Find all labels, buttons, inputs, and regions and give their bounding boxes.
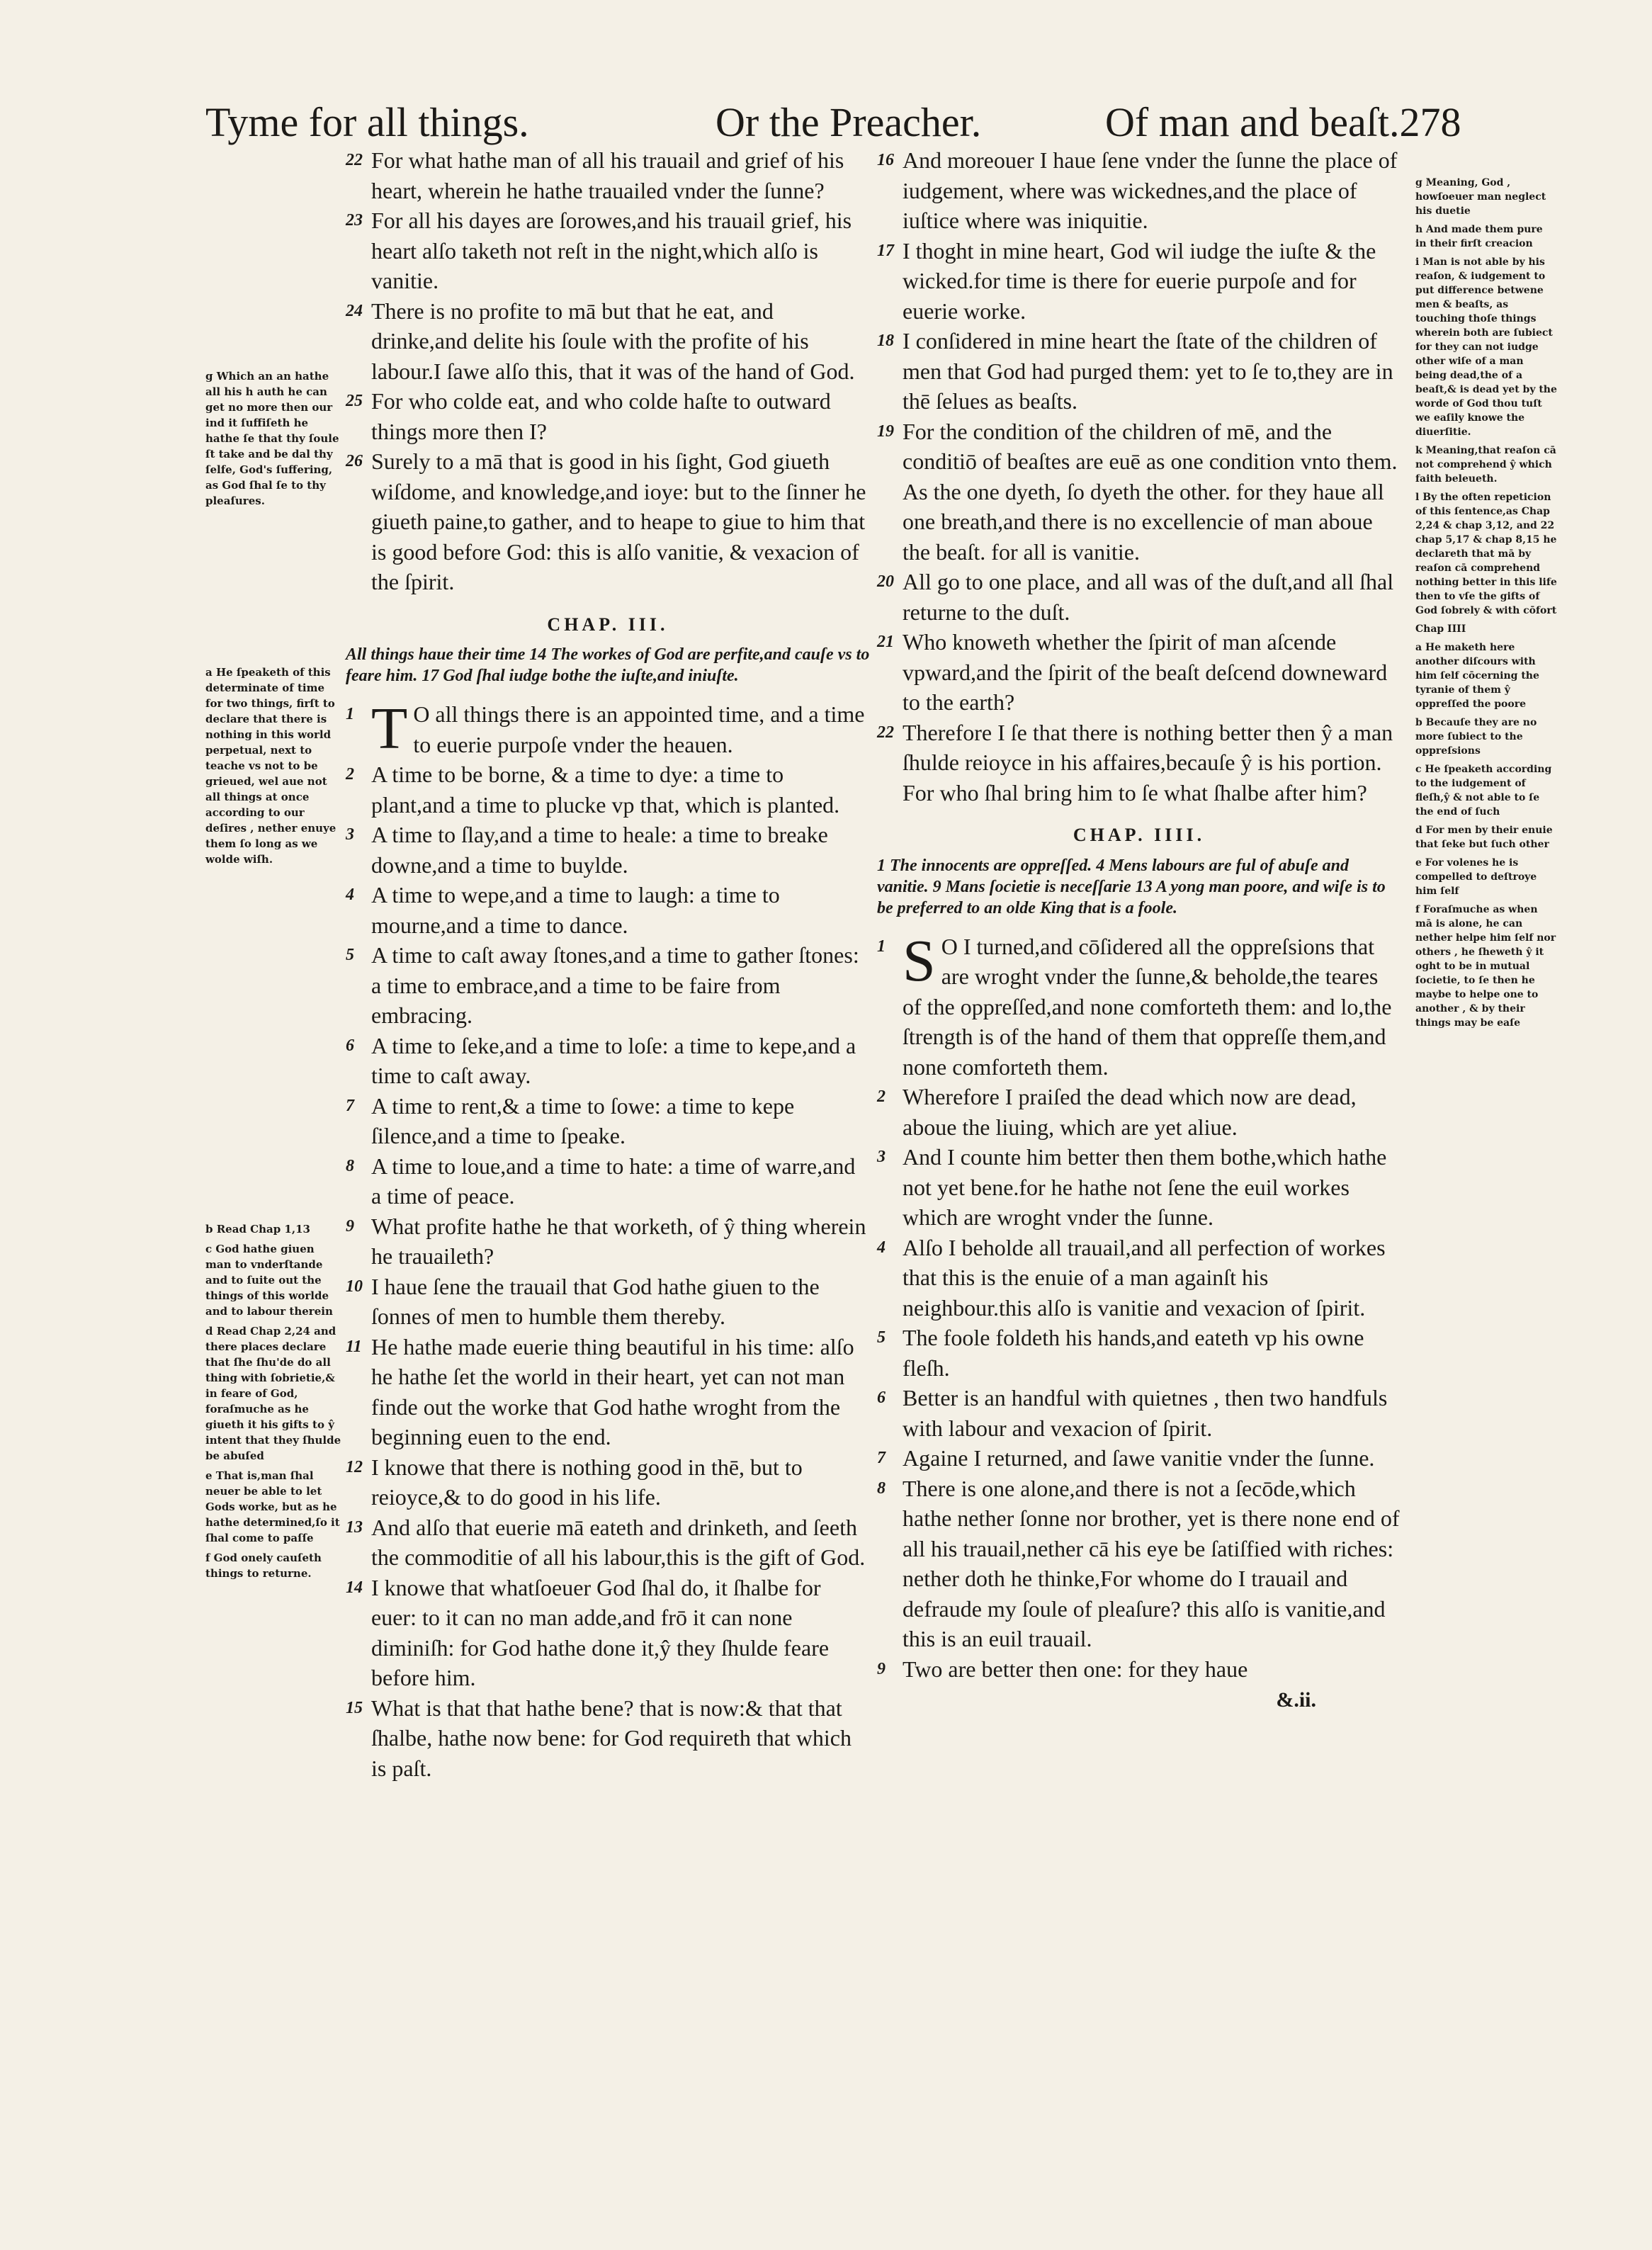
verse-number: 11	[346, 1337, 362, 1356]
verse-text: Surely to a mā that is good in his ſight, God giueth wiſdome, and knowledge,and ioye: but to the ſinner he giueth paine,to gather, and to heape to giue to him that is good before God: this is alſo vanitie, & vexacion of the ſpirit.	[371, 448, 872, 594]
verse-text: All go to one place, and all was of the duſt,and all ſhal returne to the duſt.	[903, 569, 1400, 625]
verse-text: Better is an handful with quietnes , then two handfuls with labour and vexacion of ſpirit.	[903, 1385, 1393, 1441]
chapter-heading: CHAP. IIII.	[1073, 825, 1206, 845]
verse-text: Who knoweth whether the ſpirit of man aſcende vpward,and the ſpirit of the beaſt deſcend downeward to the earth?	[903, 629, 1393, 715]
verse-text: Againe I returned, and ſawe vanitie vnder the ſunne.	[903, 1445, 1375, 1471]
margin-note: d Read Chap 2,24 and there places declare that ſhe ſhu'de do all thing with ſobrietie,& in feare of God, foraſmuche as he giueth it his gifts to ŷ intent that they ſhulde be abuſed	[205, 1325, 345, 1462]
chapter-heading: CHAP. III.	[547, 614, 669, 635]
verse-number: 1	[877, 937, 886, 956]
right-margin-notes	[1415, 176, 1561, 1034]
verse-number: 15	[346, 1698, 363, 1717]
chapter-argument: All things haue their time 14 The workes of God are perfite,and cauſe vs to feare him. 17 God ſhal iudge bothe the iuſte,and iniuſte.	[346, 645, 874, 685]
verse-text: And I counte him better then them bothe,which hathe not yet bene.for he hathe not ſene the euil workes which are wroght vnder the ſunne.	[903, 1144, 1393, 1230]
verse-text: A time to ſeke,and a time to loſe: a time to kepe,and a time to caſt away.	[371, 1032, 862, 1088]
verse-number: 4	[346, 886, 354, 904]
verse-text: I conſidered in mine heart the ſtate of the children of men that God had purged them: yet to ſe to,they are in thē ſelues as beaſts.	[903, 328, 1399, 414]
verse-number: 8	[346, 1156, 354, 1175]
running-head-center: Or the Preacher.	[715, 99, 982, 145]
verse-text: I knowe that there is nothing good in thē, but to reioyce,& to do good in his life.	[371, 1454, 808, 1510]
verse	[346, 940, 870, 1031]
margin-note: l By the often repeticion of this ſentence,as Chap 2,24 & chap 3,12, and 22 chap 5,17 & chap 8,15 he declareth that mā by reaſon cā comprehend nothing better in this life then to vſe the gifts of God ſobrely & with cōfort	[1415, 492, 1561, 616]
verse-text: For who colde eat, and who colde haſte to outward things more then I?	[371, 388, 837, 444]
margin-note: e That is,man ſhal neuer be able to let Gods worke, but as he hathe determined,ſo it ſhal come to paſſe	[205, 1469, 344, 1544]
margin-note: k Meaning,that reaſon cā not comprehend ŷ which faith beleueth.	[1415, 445, 1560, 485]
verse-number: 26	[346, 452, 363, 470]
verse-text: The foole foldeth his hands,and eateth vp his owne fleſh.	[903, 1325, 1370, 1381]
margin-note: e For volenes he is compelled to deſtroye him ſelf	[1415, 857, 1541, 897]
verse-number: 13	[346, 1517, 363, 1537]
verse	[346, 1272, 870, 1332]
drop-cap: S	[903, 927, 936, 994]
verse	[877, 1474, 1405, 1654]
margin-note: i Man is not able by his reaſon, & iudgement to put difference betwene men & beaſts, as touching thoſe things wherein both are ſubiect for they can not iudge other wiſe of a man being dead,the of a beaſt,& is dead yet by the worde of God thou tuſt we eaſily knowe the diuerſitie.	[1415, 256, 1561, 438]
verse-number: 9	[346, 1216, 354, 1236]
verse-number: 21	[877, 633, 894, 651]
verse	[877, 417, 1401, 567]
verse	[346, 820, 870, 880]
margin-note: g Which an an hathe all his h auth he can get no more then our ind it ſuffiſeth he hathe ſe that thy ſoule ſt take and be dal thy ſelfe, God's ſuffering, as God ſhal ſe to thy pleaſures.	[205, 370, 343, 507]
verse	[346, 1091, 870, 1151]
verse-number: 6	[346, 1036, 354, 1055]
verse-number: 22	[877, 723, 894, 742]
margin-note: f God onely cauſeth things to returne.	[205, 1551, 326, 1580]
verse-text: A time to be borne, & a time to dye: a time to plant,and a time to plucke vp that, which is planted.	[371, 762, 840, 818]
verse-text: A time to caſt away ſtones,and a time to gather ſtones: a time to embrace,and a time to be faire from embracing.	[371, 942, 865, 1028]
verse-number: 24	[346, 301, 363, 320]
verse-number: 10	[346, 1277, 363, 1296]
verse-number: 23	[346, 211, 363, 230]
verse	[346, 1031, 870, 1091]
verse-number: 6	[877, 1389, 886, 1407]
verse	[346, 1573, 870, 1693]
verse-text: For all his dayes are ſorowes,and his trauail grief, his heart alſo taketh not reſt in the night,which alſo is vanitie.	[371, 208, 858, 293]
verse-number: 19	[877, 422, 894, 441]
verse	[877, 1233, 1401, 1323]
verse-text: For the condition of the children of mē, and the conditiō of beaſtes are euē as one condition vnto them. As the one dyeth, ſo dyeth the other. for they haue all one breath,and there is no excellencie of man aboue the beaſt. for all is vanitie.	[903, 418, 1402, 565]
margin-note: h And made them pure in their firſt creacion	[1415, 224, 1546, 249]
verse-text: There is one alone,and there is not a ſecōde,which hathe nether ſonne nor brother, yet is there none end of all his trauail,nether cā his eye be ſatiſfied with riches: nether doth he thinke,For whome do I trauail and defraude my ſoule of pleaſure? this alſo is vanitie,and this is an euil trauail.	[903, 1475, 1405, 1651]
verse	[877, 1654, 1401, 1685]
verse	[346, 1513, 870, 1573]
verse	[877, 927, 1401, 1082]
verse-text: O I turned,and cōſidered all the oppreſsions that are wroght vnder the ſunne,& beholde,the teares of the oppreſſed,and none comforteth them: and lo,the ſtrength is of the hand of them that oppreſſe them,and none comforteth them.	[903, 933, 1398, 1080]
verse-text: For what hathe man of all his trauail and grief of his heart, wherein he hathe trauailed vnder the ſunne?	[371, 147, 850, 203]
verse-number: 4	[877, 1238, 886, 1257]
verse-number: 7	[877, 1449, 886, 1467]
right-text-column	[877, 145, 1405, 1716]
verse-text: And alſo that euerie mā eateth and drinketh, and ſeeth the commoditie of all his labour,this is the gift of God.	[371, 1514, 866, 1570]
verse-number: 20	[877, 572, 894, 591]
verse	[346, 1211, 870, 1272]
verse	[877, 627, 1401, 718]
margin-note: c God hathe giuen man to vnderſtande and to ſuite out the things of this worlde and to labour therein	[205, 1243, 333, 1318]
verse	[346, 1452, 870, 1513]
verse	[877, 145, 1401, 236]
margin-note: g Meaning, God , howſoeuer man neglect his duetie	[1415, 177, 1550, 217]
verse	[877, 718, 1401, 808]
verse-text: What is that that hathe bene? that is now:& that that ſhalbe, hathe now bene: for God requireth that which is paſt.	[371, 1695, 857, 1781]
verse-number: 3	[877, 1148, 886, 1166]
margin-note: a He ſpeaketh of this determinate of time for two things, firſt to declare that there is nothing in this world perpetual, next to teache vs not to be grieued, wel aue not all things at once according to our deſires , nether enuye them ſo long as we wolde wiſh.	[205, 666, 340, 866]
verse	[877, 1142, 1401, 1233]
verse-number: 22	[346, 151, 363, 169]
verse-text: I thoght in mine heart, God wil iudge the iuſte & the wicked.for time is there for euerie purpoſe and for euerie worke.	[903, 237, 1382, 324]
verse-number: 3	[346, 825, 354, 844]
verse-text: There is no profite to mā but that he eat, and drinke,and delite his ſoule with the profite of his labour.I ſawe alſo this, that it was of the hand of God.	[371, 298, 855, 384]
verse	[877, 236, 1401, 327]
verse-number: 12	[346, 1457, 363, 1476]
verse-text: Two are better then one: for they haue	[903, 1656, 1248, 1682]
running-head-right: Of man and beaſt.278	[1105, 99, 1461, 145]
verse	[877, 1082, 1401, 1142]
verse	[346, 696, 871, 762]
verse	[346, 759, 870, 820]
verse	[346, 205, 870, 296]
verse-text: O all things there is an appointed time, and a time to euerie purpoſe vnder the heauen.	[413, 701, 871, 757]
verse-number: 2	[346, 765, 354, 784]
margin-note: Chap IIII	[1415, 623, 1466, 635]
verse-number: 8	[877, 1479, 886, 1498]
verse-text: He hathe made euerie thing beautiful in his time: alſo he hathe ſet the world in their heart, yet can not man finde out the worke that God hathe wroght from the beginning euen to the end.	[371, 1333, 860, 1449]
verse	[877, 326, 1401, 417]
verse-number: 2	[877, 1087, 886, 1106]
verse-number: 1	[346, 705, 354, 723]
verse-number: 16	[877, 151, 894, 169]
verse-text: A time to wepe,and a time to laugh: a time to mourne,and a time to dance.	[371, 882, 786, 938]
verse-text: A time to ſlay,and a time to heale: a time to breake downe,and a time to buylde.	[371, 822, 834, 878]
verse	[877, 567, 1401, 627]
verse-text: I haue ſene the trauail that God hathe giuen to the ſonnes of men to humble them thereby.	[371, 1273, 825, 1329]
verse-number: 5	[346, 946, 354, 964]
running-head-left: Tyme for all things.	[205, 99, 529, 145]
verse-number: 7	[346, 1096, 354, 1115]
verse-text: What profite hathe he that worketh, of ŷ thing wherein he trauaileth?	[371, 1213, 872, 1269]
left-margin-notes	[205, 368, 344, 1585]
verse	[877, 1323, 1401, 1383]
drop-cap: T	[371, 696, 408, 762]
chapter-argument: 1 The innocents are oppreſſed. 4 Mens labours are ful of abuſe and vanitie. 9 Mans ſocietie is neceſſarie 13 A yong man poore, and wiſe is to be preferred to an olde King that is a foole.	[877, 856, 1390, 917]
margin-note: d For men by their enuie that ſeke but ſuch other	[1415, 825, 1556, 850]
verse-number: 14	[346, 1578, 363, 1597]
margin-note: c He ſpeaketh according to the iudgement of fleſh,ŷ & not able to ſe the end of ſuch	[1415, 764, 1556, 818]
verse-text: A time to rent,& a time to ſowe: a time to kepe ſilence,and a time to ſpeake.	[371, 1092, 800, 1148]
verse	[346, 386, 870, 446]
verse-number: 17	[877, 241, 894, 260]
margin-note: a He maketh here another diſcours with him ſelf cōcerning the tyranie of them ŷ oppreſſed the poore	[1415, 642, 1543, 710]
margin-note: b Read Chap 1,13	[205, 1223, 310, 1236]
verse-number: 18	[877, 332, 894, 350]
verse	[877, 1383, 1401, 1443]
verse	[346, 296, 870, 387]
catchword: &.ii.	[1276, 1688, 1316, 1712]
verse	[346, 1332, 870, 1452]
verse	[346, 446, 870, 597]
margin-note: b Becauſe they are no more ſubiect to the oppreſsions	[1415, 717, 1541, 757]
verse-text: Alſo I beholde all trauail,and all perfection of workes that this is the enuie of a man againſt his neighbour.this alſo is vanitie and vexacion of ſpirit.	[903, 1234, 1391, 1321]
verse	[346, 880, 870, 940]
verse-number: 5	[877, 1328, 886, 1347]
verse-text: And moreouer I haue ſene vnder the ſunne the place of iudgement, where was wickednes,and the place of iuſtice where was iniquitie.	[903, 147, 1403, 233]
margin-note: f Foraſmuche as when mā is alone, he can nether helpe him ſelf nor others , he ſheweth ŷ it oght to be in mutual ſocietie, to ſe then he maybe to helpe one to another , & by their things may be eaſe	[1415, 904, 1559, 1029]
left-text-column	[346, 145, 874, 1783]
verse	[877, 1443, 1401, 1474]
verse-text: A time to loue,and a time to hate: a time of warre,and a time of peace.	[371, 1153, 861, 1209]
verse-text: I knowe that whatſoeuer God ſhal do, it ſhalbe for euer: to it can no man adde,and frō it can none diminiſh: for God hathe done it,ŷ they ſhulde feare before him.	[371, 1574, 835, 1690]
verse-text: Therefore I ſe that there is nothing better then ŷ a man ſhulde reioyce in his affaires,becauſe ŷ is his portion. For who ſhal bring him to ſe what ſhalbe after him?	[903, 719, 1399, 805]
verse-number: 9	[877, 1659, 886, 1678]
verse	[346, 145, 870, 205]
verse	[346, 1151, 870, 1211]
verse	[346, 1693, 870, 1784]
verse-text: Wherefore I praiſed the dead which now are dead, aboue the liuing, which are yet aliue.	[903, 1084, 1362, 1140]
verse-number: 25	[346, 392, 363, 410]
